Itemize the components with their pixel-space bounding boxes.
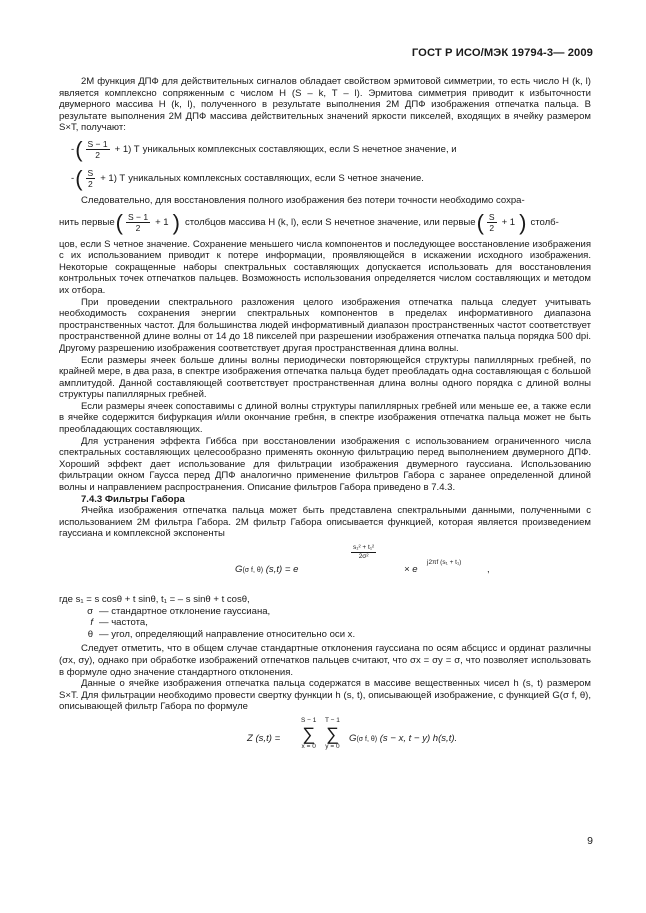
gabor-formula: G(σ f, θ) (s,t) = e $\frac{\text{s₁² + t₁²}}{\text{2σ²}}$ × e j2πf (s₁ + t₁) , — [235, 544, 490, 575]
paragraph: Данные о ячейке изображения отпечатка пальца содержатся в массиве вещественных чисел h (s, t) размером S×T. Для фильтрации необходимо провести свертку функции h (s, t), описывающей изображение, с функцией G(σ f, θ), описывающей фильтр Габора по формуле — [59, 678, 591, 713]
formula-inline-line: нить первые ( $\frac{S - 1}{2}$ + 1 ) столбцов массива H (k, l), если S нечетное значение, или первые ( $\frac{S}{2}$ + 1 ) столб- — [59, 209, 559, 235]
sum-operator-y: T − 1 ∑ y = 0 — [325, 716, 340, 750]
paragraph: цов, если S четное значение. Сохранение меньшего числа компонентов и последующее восстановление изображения с их использованием приводит к потере информации, проявляющейся в искажении исходного изображения. Некоторые сокращенные наборы спектральных составляющих допускается использовать для восстановления контрольных точек отпечатков пальцев. Возможность использования определяется числом составляющих и методом их отбора. — [59, 238, 591, 296]
formula-odd: - ( $\frac{S - 1}{2}$ + 1) T уникальных комплексных составляющих, если S нечетное значение, и — [71, 136, 457, 162]
paragraph: Для устранения эффекта Гиббса при восстановлении изображения с использованием ограниченного числа спектральных составляющих целесообразно применять оконную фильтрацию перед выполнением двумерного ДПФ. Хороший эффект дает использование для фильтрации изображения двумерного гауссиана. Использованию фильтрации окном Гаусса перед ДПФ аналогично применение фильтров Габора с заранее определенной длиной волны и направлением распространения. Описание фильтров Габора приведено в 7.4.3. — [59, 435, 591, 494]
sum-operator-x: S − 1 ∑ x = 0 — [301, 716, 317, 750]
fraction: $\frac{S - 1}{2}$ — [127, 212, 149, 234]
definitions-list — [59, 606, 591, 641]
page-header: ГОСТ Р ИСО/МЭК 19794-3— 2009 — [411, 47, 593, 59]
paragraph: Если размеры ячеек сопоставимы с длиной волны структуры папиллярных гребней или меньше ее, а также если в ячейке содержится бифуркация и/или окончание гребня, в спектре изображения отпечатка пальца может не быть преобладающих составляющих. — [59, 400, 591, 436]
paragraph: 2М функция ДПФ для действительных сигналов обладает свойством эрмитовой симметрии, то есть число H (k, l) является комплексно сопряженным с числом H (S – k, T – l). Эрмитова симметрия приводит к избыточности двумерного массива H (k, l), полученного в результате выполнения 2М ДПФ изображения отпечатка пальца. В результате выполнения 2М ДПФ массива действительных значений яркости пикселей, входящих в ячейку размером S×T, получают: — [59, 76, 591, 134]
definition-item: θ — угол, определяющий направление относительно оси x. — [87, 628, 356, 640]
document-body — [59, 76, 591, 763]
paragraph: Следовательно, для восстановления полного изображения без потери точности необходимо сохра- — [81, 194, 525, 206]
paragraph: Следует отметить, что в общем случае стандартные отклонения гауссиана по осям абсцисс и ординат различны (σx, σy), однако при обработке изображений отпечатков пальцев считают, что σx = σy = σ, что позволяет использовать в формуле одно значение стандартного отклонения. — [59, 643, 591, 678]
definition-item: f — частота, — [90, 617, 148, 629]
fraction: $\frac{S - 1}{2}$ — [87, 139, 108, 161]
fraction: $\frac{S}{2}$ — [488, 212, 495, 234]
section-heading: 7.4.3 Фильтры Габора — [81, 493, 185, 505]
convolution-formula: Z (s,t) = S − 1 ∑ x = 0 T − 1 ∑ y = 0 G(σ f, θ) (s − x, t − y) h(s,t). — [247, 716, 458, 750]
paragraph: Если размеры ячеек больше длины волны периодически повторяющейся структуры папиллярных гребней, по крайней мере, в два раза, в спектре изображения отпечатка пальца будет преобладать одна составляющая с большой амплитудой. Данной составляющей соответствует пространственная длина волны одного порядка с длиной волны структуры папиллярных гребней. — [59, 354, 591, 401]
definition-item: σ — стандартное отклонение гауссиана, — [87, 605, 271, 617]
page-number: 9 — [587, 835, 593, 847]
where-line: где s₁ = s cosθ + t sinθ, t₁ = – s sinθ + t cosθ, — [59, 594, 250, 605]
formula-even: - ( $\frac{S}{2}$ + 1) T уникальных комплексных составляющих, если S четное значение. — [71, 165, 424, 191]
fraction: $\frac{S}{2}$ — [87, 168, 94, 190]
paragraph: При проведении спектрального разложения целого изображения отпечатка пальца следует учитывать необходимость сохранения энергии спектральных компонентов в пределах информативного диапазона пространственных частот. Для большинства людей информативный диапазон пространственных частот соответствует пространственной длине волны от 14 до 18 пикселей при разрешении изображения отпечатка пальца порядка 500 dpi. Другому разрешению изображения соответствует другая пространственная длина волны. — [59, 296, 591, 354]
exponent-fraction: $\frac{\text{s₁² + t₁²}}{\text{2σ²}}$ — [353, 544, 375, 560]
paragraph: Ячейка изображения отпечатка пальца может быть представлена спектральными данными, полученными с использованием 2М фильтра Габора. 2М фильтр Габора описывается функцией, которая является произведением гауссиана и комплексной экспоненты — [59, 505, 591, 540]
